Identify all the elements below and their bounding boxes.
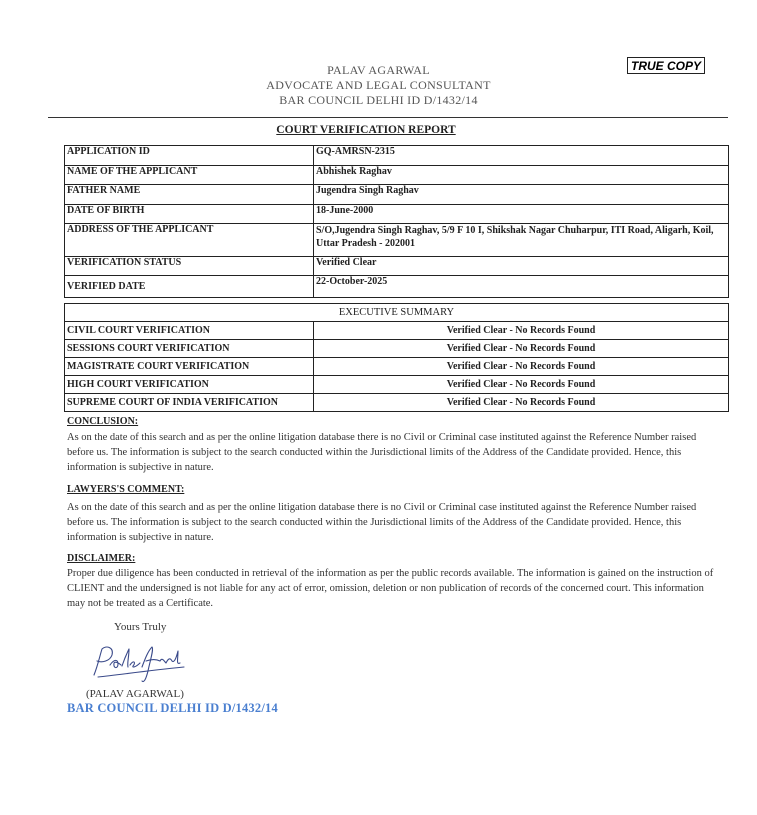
lawyers-comment-text: As on the date of this search and as per the online litigation database there is no Civil or Criminal case instituted against the Reference Number raised before us. The information is subject to the search conducted within the Jurisdictional limits of the Address of the Candidate provided. Hence, this information is subjective in nature. (67, 502, 697, 543)
disclaimer-text: Proper due diligence has been conducted in retrieval of the information as per the public records available. The information is gained on the instruction of CLIENT and the undersigned is not liable for any act of error, omission, deletion or non publication of records of the concerned court. This information may not be treated as a Certificate. (67, 568, 714, 609)
table-row (65, 340, 729, 358)
table-row (65, 146, 729, 166)
summary-value: Verified Clear - No Records Found (314, 322, 729, 340)
table-row (65, 322, 729, 340)
lawyer-name: PALAV AGARWAL (327, 63, 430, 77)
summary-value: Verified Clear - No Records Found (314, 376, 729, 394)
closing-salutation: Yours Truly (114, 621, 167, 633)
summary-value: Verified Clear - No Records Found (314, 394, 729, 412)
summary-value: Verified Clear - No Records Found (314, 358, 729, 376)
executive-summary-table (64, 303, 729, 412)
table-row (65, 358, 729, 376)
conclusion-heading: CONCLUSION: (67, 416, 139, 427)
lawyer-designation: ADVOCATE AND LEGAL CONSULTANT (266, 78, 491, 92)
table-row (65, 166, 729, 185)
info-value: S/O,Jugendra Singh Raghav, 5/9 F 10 I, Shikshak Nagar Chuharpur, ITI Road, Aligarh, Koil, Uttar Pradesh - 202001 (314, 224, 729, 257)
table-row (65, 257, 729, 276)
summary-label: CIVIL COURT VERIFICATION (65, 322, 314, 340)
info-value: 18-June-2000 (314, 205, 729, 224)
signatory-name: (PALAV AGARWAL) (86, 688, 184, 700)
table-row (65, 185, 729, 205)
summary-label: SUPREME COURT OF INDIA VERIFICATION (65, 394, 314, 412)
table-row (65, 276, 729, 298)
info-label: ADDRESS OF THE APPLICANT (65, 224, 314, 257)
applicant-info-table (64, 145, 729, 298)
info-label: DATE OF BIRTH (65, 205, 314, 224)
summary-label: SESSIONS COURT VERIFICATION (65, 340, 314, 358)
info-label: NAME OF THE APPLICANT (65, 166, 314, 185)
true-copy-stamp: TRUE COPY (627, 57, 705, 74)
info-label: VERIFIED DATE (65, 276, 314, 298)
info-label: FATHER NAME (65, 185, 314, 205)
table-header-row (65, 304, 729, 322)
summary-value: Verified Clear - No Records Found (314, 340, 729, 358)
info-value: Verified Clear (314, 257, 729, 276)
table-row (65, 394, 729, 412)
table-row (65, 376, 729, 394)
info-label: APPLICATION ID (65, 146, 314, 166)
info-value: Abhishek Raghav (314, 166, 729, 185)
signature-icon (88, 641, 188, 685)
info-value: GQ-AMRSN-2315 (314, 146, 729, 166)
disclaimer-heading: DISCLAIMER: (67, 553, 136, 564)
signature-image (88, 641, 188, 690)
info-label: VERIFICATION STATUS (65, 257, 314, 276)
executive-summary-heading: EXECUTIVE SUMMARY (65, 304, 729, 322)
conclusion-text: As on the date of this search and as per the online litigation database there is no Civil or Criminal case instituted against the Reference Number raised before us. The information is subject to the search conducted within the Jurisdictional limits of the Address of the Candidate provided. Hence, this information is subjective in nature. (67, 432, 697, 473)
lawyer-bar-id: BAR COUNCIL DELHI ID D/1432/14 (279, 93, 478, 107)
table-row (65, 224, 729, 257)
info-value: 22-October-2025 (314, 276, 729, 298)
table-row (65, 205, 729, 224)
summary-label: MAGISTRATE COURT VERIFICATION (65, 358, 314, 376)
header-divider (48, 117, 728, 118)
summary-label: HIGH COURT VERIFICATION (65, 376, 314, 394)
info-value: Jugendra Singh Raghav (314, 185, 729, 205)
report-title: COURT VERIFICATION REPORT (276, 124, 456, 136)
lawyers-comment-heading: LAWYERS'S COMMENT: (67, 484, 185, 495)
signatory-bar-id: BAR COUNCIL DELHI ID D/1432/14 (67, 701, 278, 715)
